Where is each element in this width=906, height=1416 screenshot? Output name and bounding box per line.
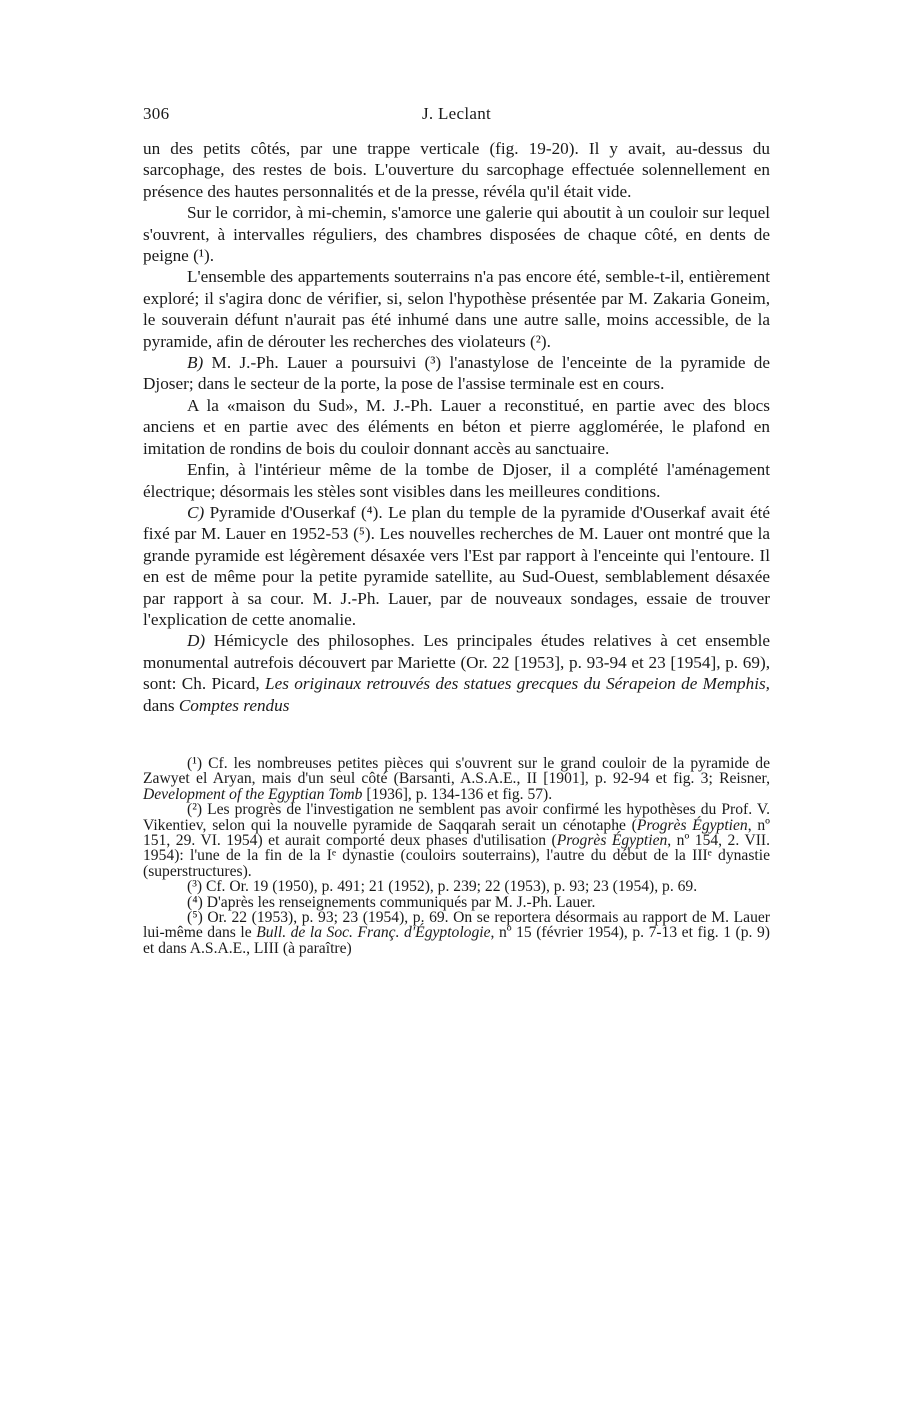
paragraph-djoser-tomb: Enfin, à l'intérieur même de la tombe de Djoser, il a complété l'aménagement électrique; désormais les stèles sont visibles dans les meilleures conditions. [143, 460, 770, 501]
section-label-d: D) [187, 631, 206, 651]
paragraph-ouserkaf-text: Pyramide d'Ouserkaf (⁴). Le plan du temple de la pyramide d'Ouserkaf avait été fixé par M. Lauer en 1952-53 (⁵). Les nouvelles recherches de M. Lauer ont montré que la grande pyramide est légèrement désaxée vers l'Est par rapport à l'enceinte qui l'entoure. Il en est de même pour la petite pyramide satellite, au Sud-Ouest, semblablement désaxée par rapport à sa cour. M. J.-Ph. Lauer, par de nouveaux sondages, essaie de trouver l'explication de cette anomalie. [143, 502, 770, 629]
footnote-1-text-b: [1936], p. 134-136 et fig. 57). [362, 785, 553, 803]
paragraph-maison-du-sud: A la «maison du Sud», M. J.-Ph. Lauer a reconstitué, en partie avec des blocs anciens et en partie avec des éléments en béton et pierre agglomérée, le plafond en imitation de rondins de bois du couloir donnant accès au sanctuaire. [143, 395, 770, 458]
footnote-2-text-a: (²) Les progrès de l'investigation ne semblent pas avoir confirmé les hypothèses du Prof. V. Vikentiev, selon qui la nouvelle pyramide de Saqqarah serait un cénotaphe ( [143, 801, 770, 834]
paragraph-hemicycle [143, 630, 770, 716]
footnote-1 [143, 756, 770, 802]
footnote-1-text-a: (¹) Cf. les nombreuses petites pièces qui s'ouvrent sur le grand couloir de la pyramide de Zawyet el Aryan, mais d'un seul côté (Barsanti, A.S.A.E., II [1901], p. 92-94 et fig. 3; Reisner, [143, 754, 770, 788]
footnote-2-journal-1: Progrès Égyptien [636, 816, 748, 834]
section-label-b: B) [187, 353, 204, 373]
paragraph-hemicycle-text-b: dans [143, 695, 179, 715]
footnote-5-text-a: (⁵) Or. 22 (1953), p. 93; 23 (1954), p. 69. On se reportera désormais au rapport de M. Lauer lui-même dans le [143, 909, 770, 942]
paragraph-djoser-enclosure [143, 352, 770, 395]
section-label-c: C) [187, 502, 205, 522]
footnotes [143, 744, 770, 956]
page [143, 100, 770, 956]
body-text [143, 138, 770, 716]
footnote-5 [143, 910, 770, 956]
footnote-2-journal-2: Progrès Égyptien [556, 832, 668, 849]
running-title: J. Leclant [421, 104, 492, 123]
running-head [143, 100, 770, 130]
footnote-4: (⁴) D'après les renseignements communiqués par M. J.-Ph. Lauer. [187, 893, 596, 911]
paragraph-hemicycle-journal: Comptes rendus [178, 695, 290, 715]
footnote-1-title: Development of the Egyptian Tomb [143, 785, 363, 803]
paragraph-djoser-enclosure-text: M. J.-Ph. Lauer a poursuivi (³) l'anastylose de l'enceinte de la pyramide de Djoser; dans le secteur de la porte, la pose de l'assise terminale est en cours. [143, 353, 770, 394]
footnote-2-text-c: , nº 154, 2. VII. 1954): l'une de la fin de la Iᵉ dynastie (couloirs souterrains), l'autre du début de la IIIᵉ dynastie (superstructures). [143, 832, 770, 880]
footnote-3: (³) Cf. Or. 19 (1950), p. 491; 21 (1952), p. 239; 22 (1953), p. 93; 23 (1954), p. 69. [187, 878, 698, 896]
paragraph-ouserkaf [143, 502, 770, 630]
footnote-5-text-b: , nº 15 (février 1954), p. 7-13 et fig. 1 (p. 9) et dans A.S.A.E., LIII (à paraître) [143, 924, 770, 957]
paragraph-apartments: L'ensemble des appartements souterrains n'a pas encore été, semble-t-il, entièrement exploré; il s'agira donc de vérifier, si, selon l'hypothèse présentée par M. Zakaria Goneim, le souverain défunt n'aurait pas été inhumé dans une autre salle, moins accessible, de la pyramide, afin de dérouter les recherches des violateurs (²). [143, 267, 770, 351]
paragraph-corridor: Sur le corridor, à mi-chemin, s'amorce une galerie qui aboutit à un couloir sur lequel s'ouvrent, à intervalles réguliers, des chambres disposées de chaque côté, en dents de peigne (¹). [143, 203, 770, 266]
footnote-5-journal: Bull. de la Soc. Franç. d'Égyptologie [256, 924, 491, 942]
paragraph-sarcophagus: un des petits côtés, par une trappe verticale (fig. 19-20). Il y avait, au-dessus du sarcophage, des restes de bois. L'ouverture du sarcophage effectuée solennellement en présence des hautes personnalités et de la presse, révéla qu'il était vide. [143, 139, 770, 201]
paragraph-hemicycle-text-a: Hémicycle des philosophes. Les principales études relatives à cet ensemble monumental autrefois découvert par Mariette (Or. 22 [1953], p. 93-94 et 23 [1954], p. 69), sont: Ch. Picard, [143, 631, 770, 694]
footnote-2-text-b: , nº 151, 29. VI. 1954) et aurait comporté deux phases d'utilisation ( [143, 816, 770, 849]
page-number: 306 [143, 104, 170, 123]
paragraph-hemicycle-title: Les originaux retrouvés des statues grecques du Sérapeion de Memphis, [265, 674, 770, 694]
footnote-2 [143, 802, 770, 879]
